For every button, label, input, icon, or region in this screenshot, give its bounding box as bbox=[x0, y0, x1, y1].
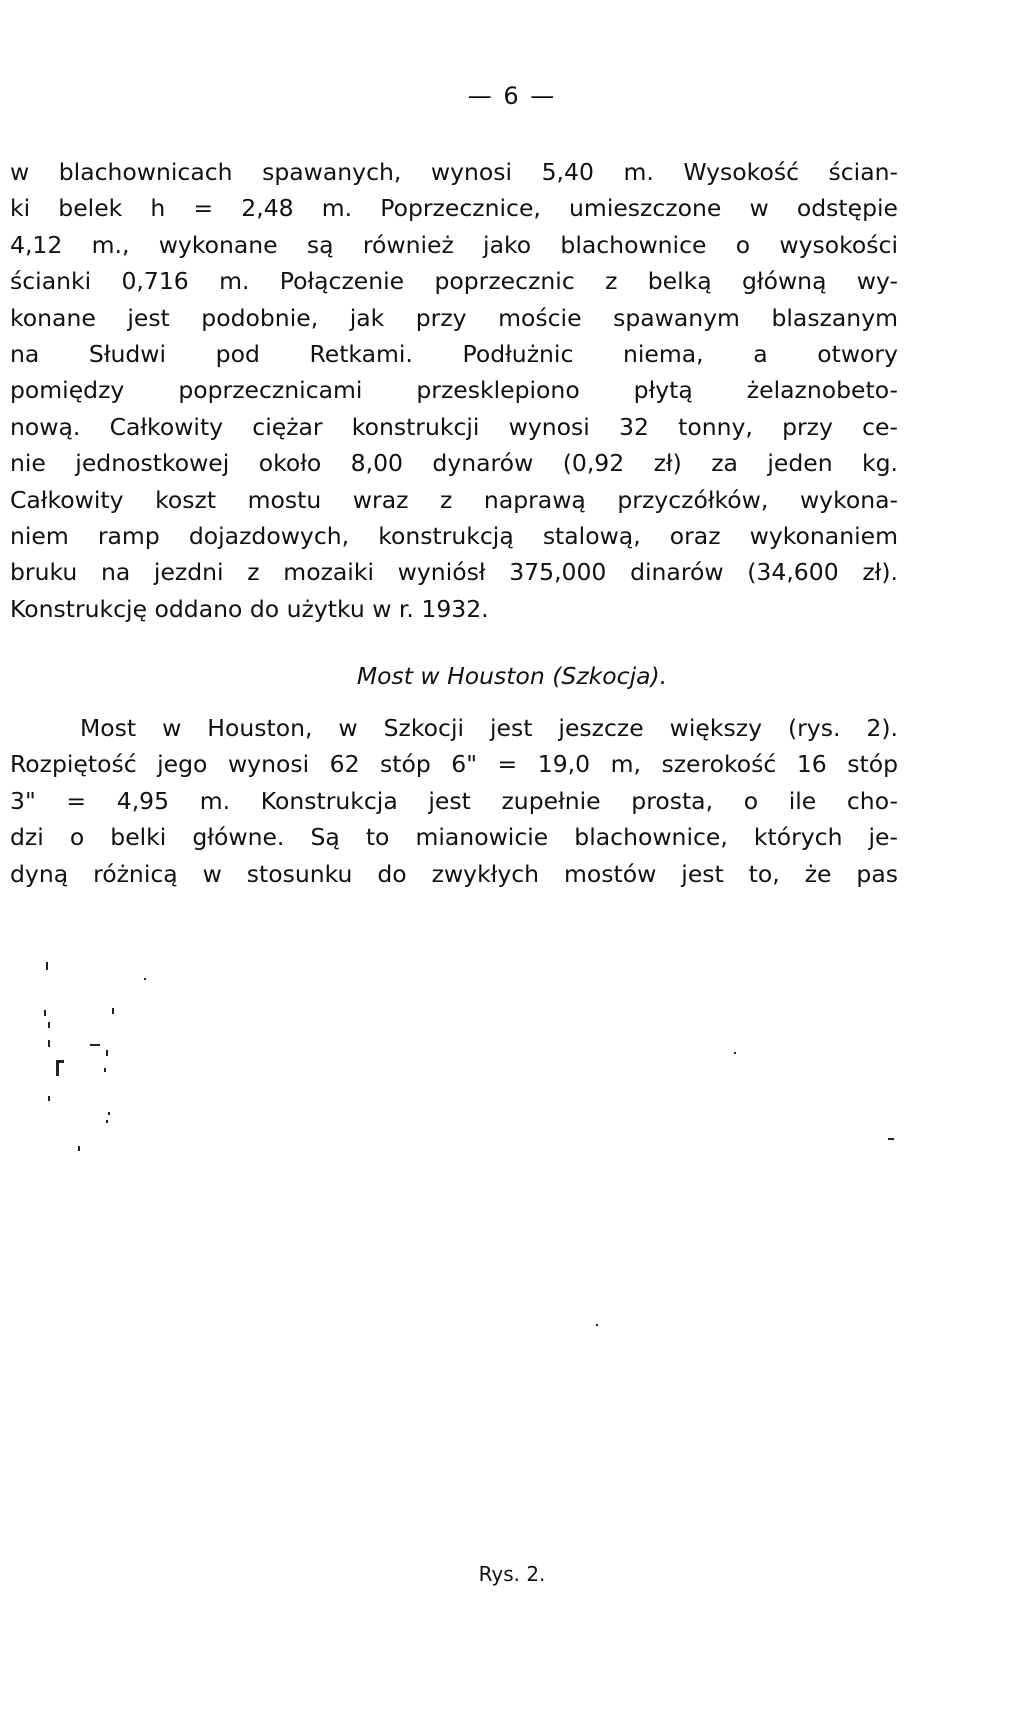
text-line: 3" = 4,95 m. Konstrukcja jest zupełnie prosta, o ile cho- bbox=[10, 786, 898, 815]
text-line: Konstrukcję oddano do użytku w r. 1932. bbox=[10, 594, 489, 623]
figure-faint-marks bbox=[0, 900, 1024, 1600]
figure-caption: Rys. 2. bbox=[478, 1562, 546, 1586]
text-line: na Słudwi pod Retkami. Podłużnic niema, a otwory bbox=[10, 339, 898, 368]
paragraph-bridge-details bbox=[10, 154, 898, 627]
text-line: nową. Całkowity ciężar konstrukcji wynosi 32 tonny, przy ce- bbox=[10, 412, 898, 441]
section-title: Most w Houston (Szkocja). bbox=[356, 662, 668, 690]
text-line: ścianki 0,716 m. Połączenie poprzecznic z belką główną wy- bbox=[10, 267, 898, 296]
paragraph-houston-bridge bbox=[10, 710, 898, 892]
figure-area bbox=[0, 900, 1024, 1600]
text-line: bruku na jezdni z mozaiki wyniósł 375,000 dinarów (34,600 zł). bbox=[10, 558, 898, 587]
text-line: pomiędzy poprzecznicami przesklepiono płytą żelaznobeto- bbox=[10, 376, 898, 405]
page-number: — 6 — bbox=[467, 82, 557, 110]
text-line: Most w Houston, w Szkocji jest jeszcze większy (rys. 2). bbox=[80, 714, 898, 742]
text-line: w blachownicach spawanych, wynosi 5,40 m. Wysokość ścian- bbox=[10, 158, 898, 186]
text-line: nie jednostkowej około 8,00 dynarów (0,92 zł) za jeden kg. bbox=[10, 449, 898, 478]
text-line: Całkowity koszt mostu wraz z naprawą przyczółków, wykona- bbox=[10, 485, 898, 514]
text-line: Rozpiętość jego wynosi 62 stóp 6" = 19,0 m, szerokość 16 stóp bbox=[10, 750, 898, 779]
text-line: dyną różnicą w stosunku do zwykłych mostów jest to, że pas bbox=[10, 859, 898, 888]
text-line: 4,12 m., wykonane są również jako blachownice o wysokości bbox=[10, 230, 898, 259]
text-line: ki belek h = 2,48 m. Poprzecznice, umieszczone w odstępie bbox=[10, 194, 898, 223]
text-line: konane jest podobnie, jak przy moście spawanym blaszanym bbox=[10, 303, 898, 332]
text-line: niem ramp dojazdowych, konstrukcją stalową, oraz wykonaniem bbox=[10, 521, 898, 550]
text-line: dzi o belki główne. Są to mianowicie blachownice, których je- bbox=[10, 823, 898, 852]
